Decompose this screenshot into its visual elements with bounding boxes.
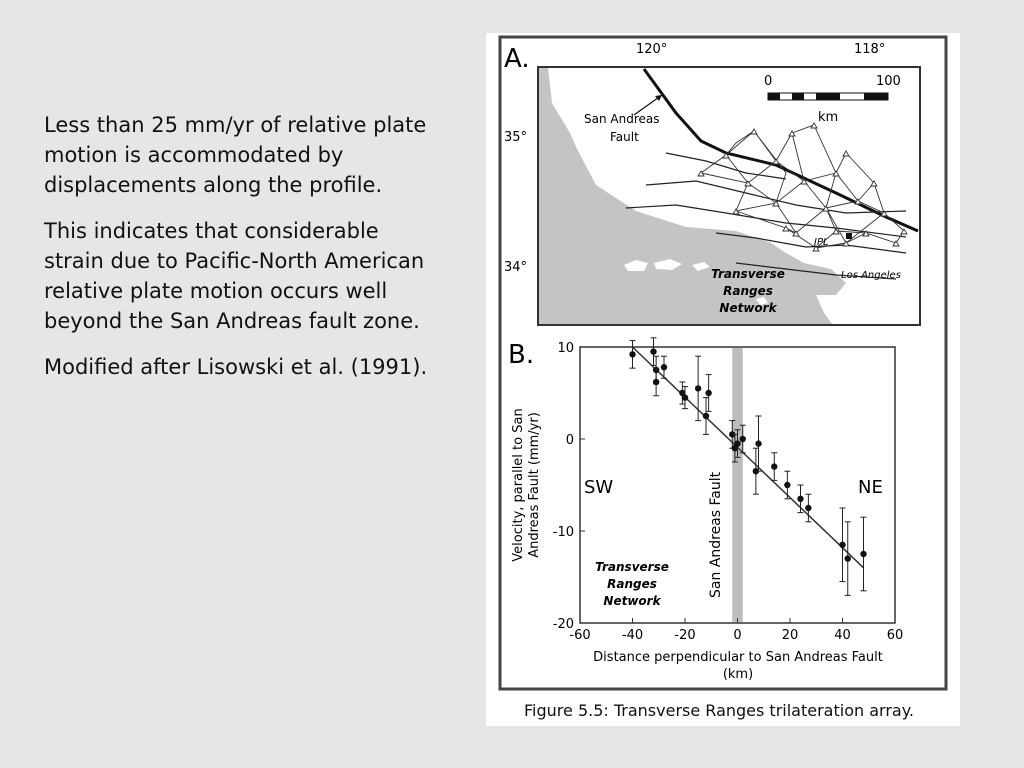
data-point — [805, 505, 811, 511]
x-tick-label: 0 — [733, 628, 742, 643]
data-point — [860, 551, 866, 557]
data-point — [695, 385, 701, 391]
data-point — [661, 364, 667, 370]
panel-b-letter: B. — [508, 340, 535, 370]
data-point — [784, 482, 790, 488]
data-point — [839, 542, 845, 548]
y-tick-label: -20 — [552, 617, 574, 632]
lon-label-118: 118° — [854, 42, 886, 57]
paragraph-citation: Modified after Lisowski et al. (1991). — [44, 355, 428, 379]
map-network-label-2: Ranges — [723, 284, 773, 298]
map-panel — [538, 67, 920, 325]
lon-label-120: 120° — [636, 42, 668, 57]
fault-label-line2: Fault — [610, 130, 639, 144]
data-point — [734, 440, 740, 446]
x-tick-label: 20 — [781, 628, 799, 643]
data-point — [797, 496, 803, 502]
data-point — [755, 440, 761, 446]
y-tick-label: 10 — [557, 341, 574, 356]
x-tick-label: -60 — [569, 628, 591, 643]
plot-network-label-2: Ranges — [607, 577, 657, 591]
data-point — [771, 463, 777, 469]
data-point — [845, 555, 851, 561]
map-network-label-3: Network — [719, 301, 777, 315]
x-axis-label-line2: (km) — [722, 667, 754, 682]
y-axis-label-line1: Velocity, parallel to San — [511, 408, 526, 562]
fault-zone-band — [732, 348, 743, 622]
x-tick-label: -20 — [674, 628, 696, 643]
data-point — [629, 351, 635, 357]
los-angeles-label: Los Angeles — [841, 270, 901, 281]
data-point — [653, 379, 659, 385]
paragraph-strain: This indicates that considerable strain due to Pacific-North American relative plate motion occurs well beyond the San Andreas fault zone. — [44, 219, 425, 333]
ne-label: NE — [858, 477, 883, 498]
figure-caption: Figure 5.5: Transverse Ranges trilateration array. — [524, 701, 914, 720]
x-tick-label: -40 — [621, 628, 644, 643]
paragraph-plate-motion: Less than 25 mm/yr of relative plate motion is accommodated by displacements along the profile. — [44, 113, 427, 197]
x-tick-label: 60 — [886, 628, 904, 643]
x-axis-label-line1: Distance perpendicular to San Andreas Fault — [593, 650, 883, 665]
jpl-label: JPL — [814, 237, 829, 248]
jpl-marker — [846, 233, 852, 239]
map-network-label-1: Transverse — [711, 267, 785, 281]
data-point — [740, 436, 746, 442]
x-tick-label: 40 — [834, 628, 851, 643]
scale-label-100: 100 — [876, 74, 901, 89]
y-axis-label-line2: Andreas Fault (mm/yr) — [527, 412, 542, 558]
slide-text — [44, 110, 444, 398]
plot-network-label-3: Network — [603, 594, 661, 608]
y-tick-label: 0 — [565, 433, 574, 448]
fault-label-line1: San Andreas — [584, 112, 660, 126]
scale-label-km: km — [818, 110, 839, 125]
figure-5-5 — [486, 33, 960, 726]
scale-label-0: 0 — [764, 74, 773, 89]
data-point — [703, 413, 709, 419]
fault-zone-label: San Andreas Fault — [708, 471, 724, 598]
lat-label-35: 35° — [504, 130, 528, 145]
data-point — [650, 348, 656, 354]
figure-svg — [486, 33, 960, 726]
panel-a-letter: A. — [504, 44, 530, 74]
lat-label-34: 34° — [504, 260, 528, 275]
sw-label: SW — [584, 477, 614, 498]
data-point — [682, 394, 688, 400]
y-tick-label: -10 — [552, 525, 574, 540]
data-point — [705, 390, 711, 396]
scale-bar — [768, 93, 888, 100]
plot-network-label-1: Transverse — [595, 560, 669, 574]
